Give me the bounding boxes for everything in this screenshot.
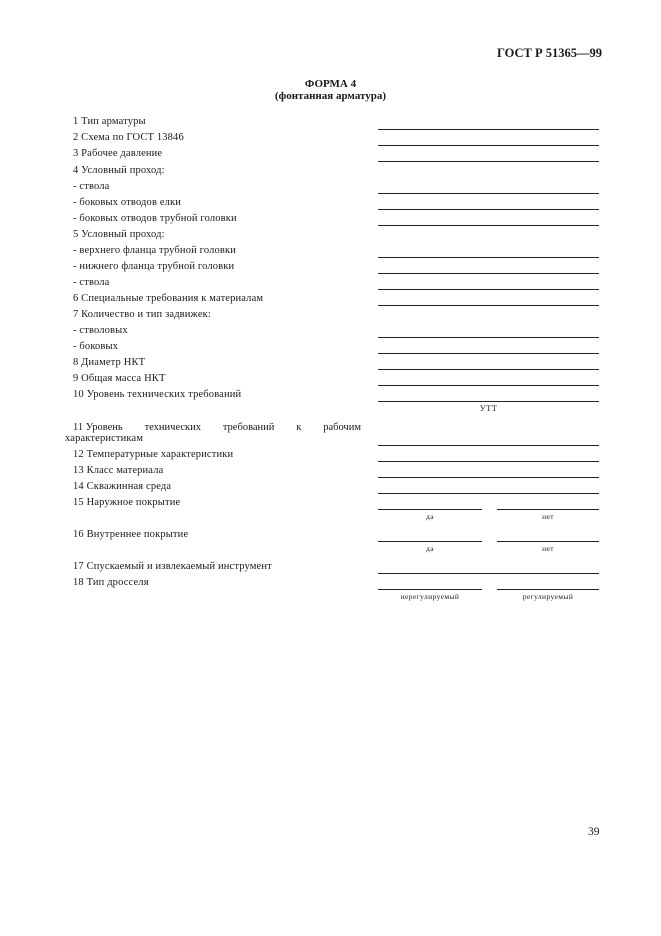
form-title: ФОРМА 4 [304, 78, 357, 90]
yes-caption: да [426, 512, 434, 521]
answer-line[interactable] [378, 209, 599, 210]
regulated-caption: регулируемый [522, 592, 574, 601]
answer-line[interactable] [378, 385, 599, 386]
answer-line[interactable] [378, 145, 599, 146]
answer-line[interactable] [378, 337, 599, 338]
item-sublabel: - боковых [73, 341, 119, 352]
item-label: 14 Скважинная среда [73, 481, 172, 492]
answer-line[interactable] [378, 257, 599, 258]
answer-line-yes[interactable] [378, 509, 482, 510]
item-label: 10 Уровень технических требований [73, 389, 242, 400]
page-number: 39 [588, 826, 600, 838]
item-label: 1 Тип арматуры [73, 116, 146, 127]
answer-line[interactable] [378, 461, 599, 462]
answer-line-no[interactable] [497, 541, 599, 542]
item-sublabel: - ствола [73, 277, 110, 288]
item-label: 3 Рабочее давление [73, 148, 163, 159]
answer-line[interactable] [378, 401, 599, 402]
form-subtitle: (фонтанная арматура) [274, 90, 387, 102]
answer-line[interactable] [378, 305, 599, 306]
item-label: 13 Класс материала [73, 465, 164, 476]
item-sublabel: - нижнего фланца трубной головки [73, 261, 235, 272]
item-label: 17 Спускаемый и извлекаемый инструмент [73, 561, 272, 572]
item-label: 6 Специальные требования к материалам [73, 293, 264, 304]
item-label: 7 Количество и тип задвижек: [73, 309, 211, 320]
item-label-justified [73, 422, 361, 433]
answer-line[interactable] [378, 289, 599, 290]
answer-line[interactable] [378, 445, 599, 446]
item-word: требований [222, 422, 275, 433]
answer-line-unregulated[interactable] [378, 589, 482, 590]
item-label: 12 Температурные характеристики [73, 449, 234, 460]
answer-line[interactable] [378, 273, 599, 274]
item-label: 4 Условный проход: [73, 165, 165, 176]
answer-line[interactable] [378, 493, 599, 494]
item-label-continuation: характеристикам [65, 433, 144, 444]
answer-line[interactable] [378, 353, 599, 354]
item-label: 16 Внутреннее покрытие [73, 529, 189, 540]
answer-line[interactable] [378, 477, 599, 478]
item-label: 15 Наружное покрытие [73, 497, 181, 508]
item-sublabel: - ствола [73, 181, 110, 192]
form-heading [0, 78, 661, 102]
answer-line[interactable] [378, 161, 599, 162]
answer-line-no[interactable] [497, 509, 599, 510]
item-sublabel: - боковых отводов елки [73, 197, 182, 208]
no-caption: нет [542, 544, 554, 553]
answer-line[interactable] [378, 573, 599, 574]
answer-line[interactable] [378, 225, 599, 226]
item-label: 8 Диаметр НКТ [73, 357, 146, 368]
no-caption: нет [542, 512, 554, 521]
answer-line-yes[interactable] [378, 541, 482, 542]
standard-designation: ГОСТ Р 51365—99 [497, 46, 603, 60]
answer-line-regulated[interactable] [497, 589, 599, 590]
item-word: технических [144, 422, 201, 433]
item-word: к [296, 422, 302, 433]
unregulated-caption: нерегулируемый [400, 592, 460, 601]
item-sublabel: - верхнего фланца трубной головки [73, 245, 237, 256]
item-sublabel: - стволовых [73, 325, 128, 336]
item-word: рабочим [323, 422, 361, 433]
item-sublabel: - боковых отводов трубной головки [73, 213, 237, 224]
item-label: 18 Тип дросселя [73, 577, 149, 588]
item-word: 11 Уровень [73, 422, 123, 433]
item-label: 2 Схема по ГОСТ 13846 [73, 132, 184, 143]
answer-line[interactable] [378, 369, 599, 370]
answer-line[interactable] [378, 129, 599, 130]
yes-caption: да [426, 544, 434, 553]
item-label: 5 Условный проход: [73, 229, 165, 240]
utt-caption: УТТ [479, 403, 498, 413]
answer-line[interactable] [378, 193, 599, 194]
item-label: 9 Общая масса НКТ [73, 373, 166, 384]
